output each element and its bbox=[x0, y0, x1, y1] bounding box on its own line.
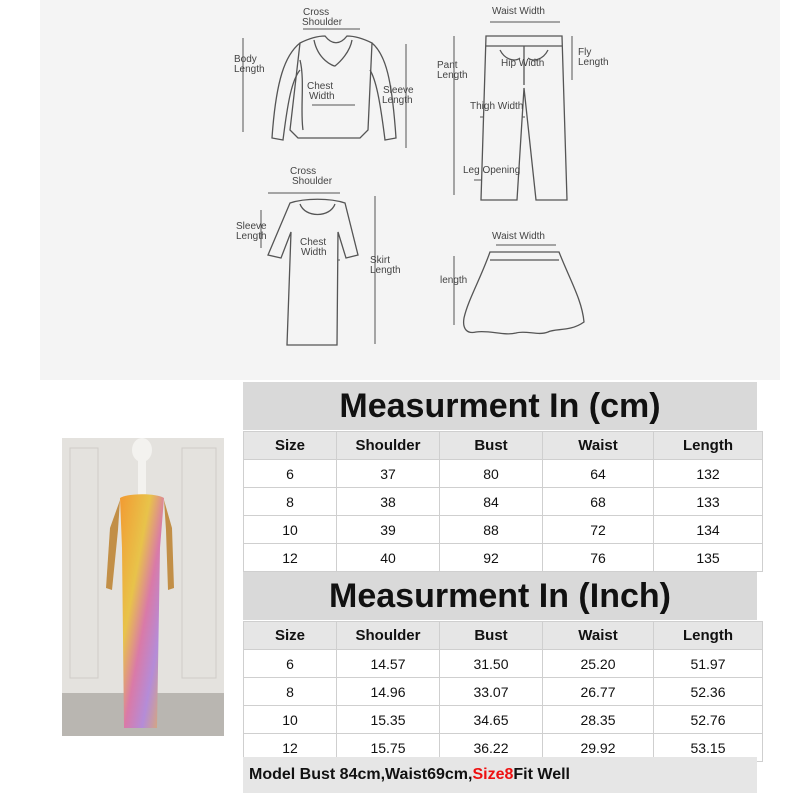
cell-size: 6 bbox=[244, 650, 337, 678]
svg-text:Shoulder: Shoulder bbox=[302, 17, 343, 28]
cell-length: 51.97 bbox=[654, 650, 763, 678]
cell-bust: 36.22 bbox=[440, 734, 543, 762]
cell-shoulder: 15.75 bbox=[337, 734, 440, 762]
measurement-diagrams bbox=[0, 0, 800, 380]
cell-size: 10 bbox=[244, 516, 337, 544]
cell-size: 8 bbox=[244, 678, 337, 706]
cell-waist: 28.35 bbox=[543, 706, 654, 734]
inch-table-title: Measurment In (Inch) bbox=[243, 572, 757, 621]
svg-text:Body: Body bbox=[234, 54, 257, 65]
cell-shoulder: 15.35 bbox=[337, 706, 440, 734]
table-header-row bbox=[244, 432, 763, 460]
cell-length: 135 bbox=[654, 544, 763, 572]
fit-note-prefix: Model Bust 84cm,Waist69cm, bbox=[249, 766, 473, 783]
header-waist: Waist bbox=[543, 622, 654, 650]
fit-note-size: Size8 bbox=[472, 766, 514, 783]
cell-waist: 25.20 bbox=[543, 650, 654, 678]
svg-text:Cross: Cross bbox=[303, 7, 330, 18]
cell-waist: 72 bbox=[543, 516, 654, 544]
fit-note-suffix: Fit Well bbox=[513, 766, 570, 783]
product-photo bbox=[62, 438, 224, 736]
header-size: Size bbox=[244, 432, 337, 460]
cell-waist: 29.92 bbox=[543, 734, 654, 762]
dress-diagram bbox=[268, 199, 358, 345]
cell-waist: 68 bbox=[543, 488, 654, 516]
table-header-row bbox=[244, 622, 763, 650]
cm-table bbox=[243, 431, 763, 572]
cell-waist: 26.77 bbox=[543, 678, 654, 706]
header-length: Length bbox=[654, 432, 763, 460]
svg-text:Thigh Width: Thigh Width bbox=[470, 101, 524, 112]
table-row bbox=[244, 516, 763, 544]
svg-text:Waist Width: Waist Width bbox=[492, 6, 545, 17]
svg-text:Length: Length bbox=[236, 231, 267, 242]
svg-text:Pant: Pant bbox=[437, 60, 458, 71]
table-row bbox=[244, 706, 763, 734]
cell-bust: 31.50 bbox=[440, 650, 543, 678]
cell-size: 8 bbox=[244, 488, 337, 516]
cell-shoulder: 39 bbox=[337, 516, 440, 544]
svg-text:Length: Length bbox=[370, 265, 401, 276]
header-waist: Waist bbox=[543, 432, 654, 460]
table-row bbox=[244, 650, 763, 678]
cell-bust: 33.07 bbox=[440, 678, 543, 706]
fit-note bbox=[243, 757, 757, 793]
cell-shoulder: 38 bbox=[337, 488, 440, 516]
cell-length: 53.15 bbox=[654, 734, 763, 762]
cell-shoulder: 40 bbox=[337, 544, 440, 572]
svg-text:Cross: Cross bbox=[290, 166, 317, 177]
cell-size: 12 bbox=[244, 544, 337, 572]
table-row bbox=[244, 488, 763, 516]
header-bust: Bust bbox=[440, 432, 543, 460]
svg-text:Chest: Chest bbox=[307, 81, 334, 92]
table-row bbox=[244, 678, 763, 706]
cell-bust: 92 bbox=[440, 544, 543, 572]
svg-text:Fly: Fly bbox=[578, 47, 592, 58]
cell-bust: 84 bbox=[440, 488, 543, 516]
table-row bbox=[244, 544, 763, 572]
cell-bust: 34.65 bbox=[440, 706, 543, 734]
svg-text:Sleeve: Sleeve bbox=[383, 85, 414, 96]
header-size: Size bbox=[244, 622, 337, 650]
svg-text:Waist Width: Waist Width bbox=[492, 231, 545, 242]
svg-text:Length: Length bbox=[437, 70, 468, 81]
header-bust: Bust bbox=[440, 622, 543, 650]
cell-size: 12 bbox=[244, 734, 337, 762]
cell-length: 52.36 bbox=[654, 678, 763, 706]
cell-waist: 76 bbox=[543, 544, 654, 572]
svg-text:Length: Length bbox=[578, 57, 609, 68]
svg-text:Hip Width: Hip Width bbox=[501, 58, 545, 69]
svg-text:Chest: Chest bbox=[300, 237, 327, 248]
cell-length: 132 bbox=[654, 460, 763, 488]
svg-text:Width: Width bbox=[309, 91, 335, 102]
size-chart bbox=[243, 382, 757, 762]
header-length: Length bbox=[654, 622, 763, 650]
svg-text:Length: Length bbox=[234, 64, 265, 75]
svg-text:Sleeve: Sleeve bbox=[236, 221, 267, 232]
header-shoulder: Shoulder bbox=[337, 432, 440, 460]
inch-table bbox=[243, 621, 763, 762]
cell-length: 134 bbox=[654, 516, 763, 544]
cell-size: 10 bbox=[244, 706, 337, 734]
cell-shoulder: 14.57 bbox=[337, 650, 440, 678]
svg-text:length: length bbox=[440, 275, 468, 286]
cell-bust: 80 bbox=[440, 460, 543, 488]
top-diagram bbox=[272, 36, 396, 140]
table-row bbox=[244, 460, 763, 488]
cell-length: 133 bbox=[654, 488, 763, 516]
skirt-diagram bbox=[464, 252, 584, 334]
cell-shoulder: 14.96 bbox=[337, 678, 440, 706]
svg-text:Leg Opening: Leg Opening bbox=[463, 165, 521, 176]
svg-text:Skirt: Skirt bbox=[370, 255, 390, 266]
header-shoulder: Shoulder bbox=[337, 622, 440, 650]
cell-waist: 64 bbox=[543, 460, 654, 488]
cell-bust: 88 bbox=[440, 516, 543, 544]
cm-table-title: Measurment In (cm) bbox=[243, 382, 757, 431]
cell-shoulder: 37 bbox=[337, 460, 440, 488]
cell-size: 6 bbox=[244, 460, 337, 488]
cell-length: 52.76 bbox=[654, 706, 763, 734]
svg-text:Length: Length bbox=[382, 95, 413, 106]
svg-text:Width: Width bbox=[301, 247, 327, 258]
svg-text:Shoulder: Shoulder bbox=[292, 176, 333, 187]
